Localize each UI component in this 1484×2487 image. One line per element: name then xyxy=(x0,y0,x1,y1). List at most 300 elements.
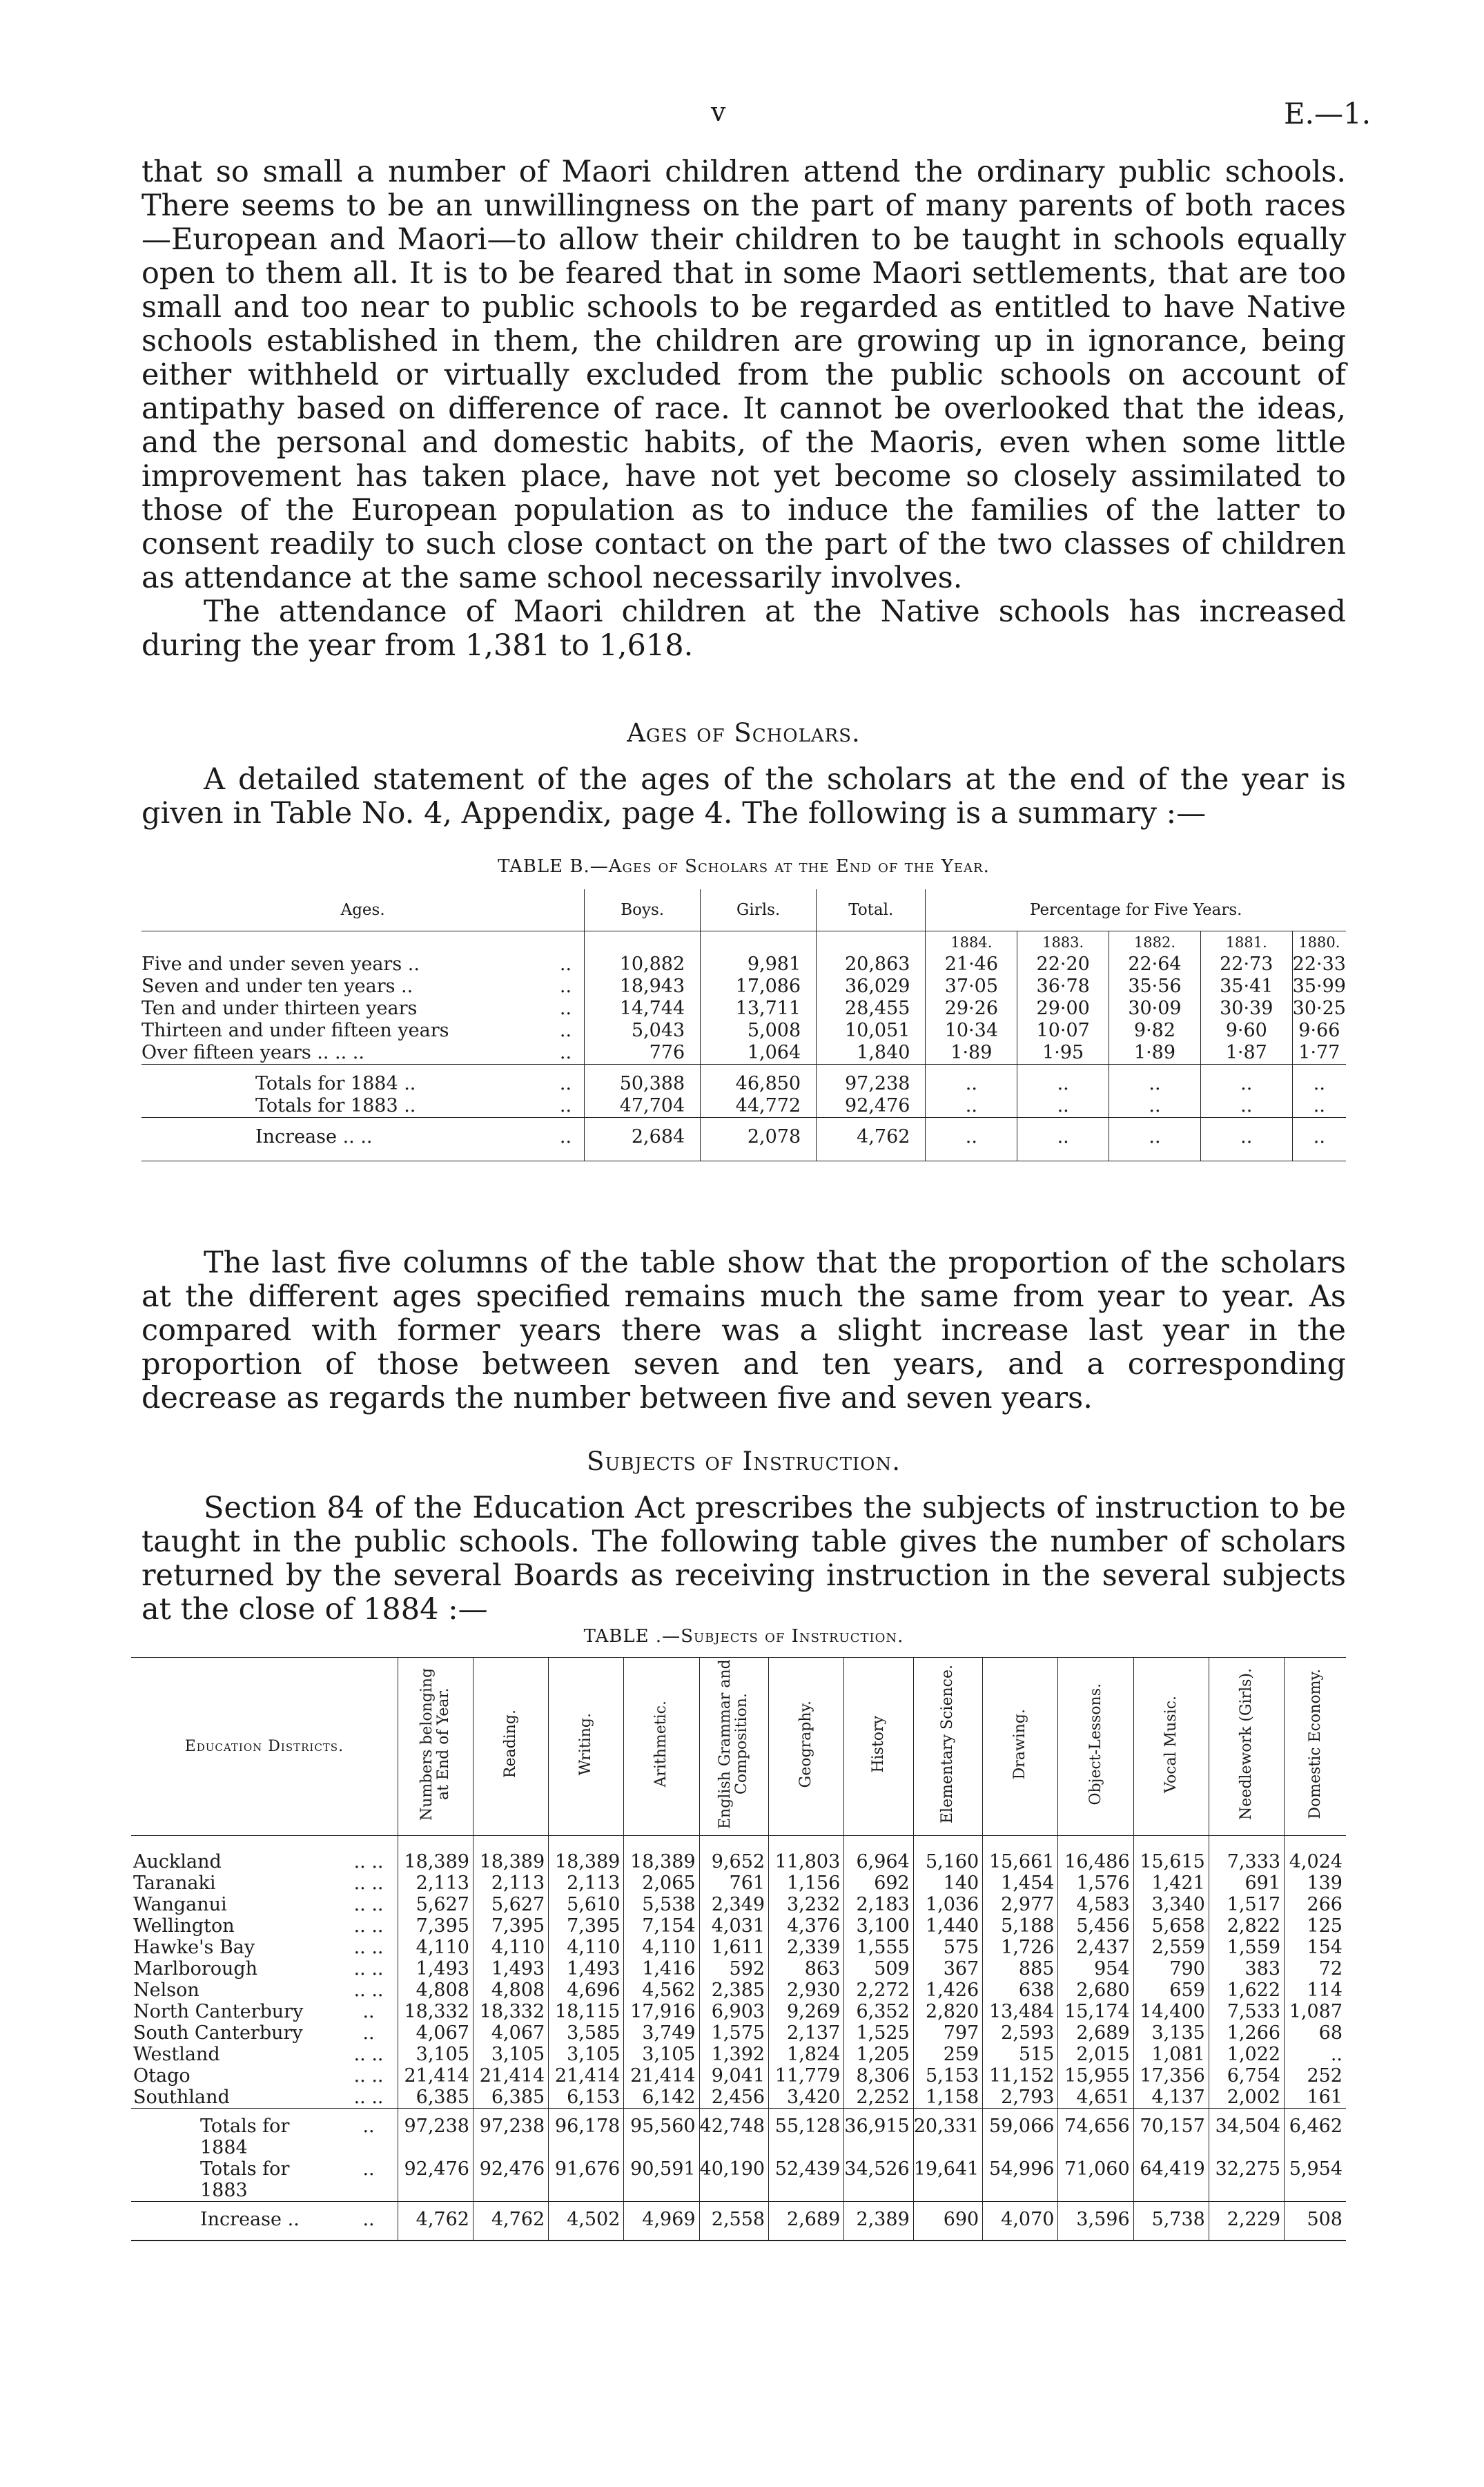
table-c-column-label: Elementary Science. xyxy=(939,1664,957,1823)
table-c-district-row xyxy=(131,1836,1346,1873)
subject-count: 4,110 xyxy=(398,1937,473,1958)
subject-count: 21,414 xyxy=(398,2065,473,2087)
table-c-column-label: Drawing. xyxy=(1011,1708,1029,1780)
subject-count: 5,627 xyxy=(398,1894,473,1915)
leader-dots: .. .. xyxy=(353,1894,384,1915)
table-c-district-row xyxy=(131,1958,1346,1980)
subject-count: 15,615 xyxy=(1133,1836,1209,1873)
subject-count: 2,689 xyxy=(1058,2022,1133,2044)
table-b-row xyxy=(141,1020,1346,1042)
subject-count: 761 xyxy=(699,1872,768,1894)
district-name: Otago xyxy=(133,2065,191,2087)
percentage-value: .. xyxy=(1017,1118,1109,1161)
subject-count: 4,808 xyxy=(398,1980,473,2001)
intro-section xyxy=(141,155,1346,663)
subject-count: 2,680 xyxy=(1058,1980,1133,2001)
subject-count: 114 xyxy=(1285,1980,1346,2001)
subject-count: 3,232 xyxy=(769,1894,844,1915)
subject-count: 6,352 xyxy=(844,2001,913,2022)
total-count: 1,840 xyxy=(817,1042,926,1065)
subject-count: 2,593 xyxy=(983,2022,1058,2044)
heading-subjects-of-instruction: Subjects of Instruction. xyxy=(586,1446,901,1476)
subject-count: 21,414 xyxy=(624,2065,699,2087)
table-c-column-label: Needlework (Girls). xyxy=(1237,1668,1255,1820)
percentage-value: 35·56 xyxy=(1109,976,1201,998)
table-c-column-header xyxy=(769,1658,844,1836)
subject-count: .. xyxy=(1285,2044,1346,2065)
subject-count: 3,105 xyxy=(473,2044,548,2065)
subject-count: 139 xyxy=(1285,1872,1346,1894)
subject-count: 2,558 xyxy=(699,2202,768,2241)
age-group-label: Five and under seven years .. xyxy=(141,954,420,975)
subject-count: 5,610 xyxy=(549,1894,624,1915)
subject-count: 4,696 xyxy=(549,1980,624,2001)
leader-dots: .. xyxy=(559,954,572,975)
table-c-column-header xyxy=(699,1658,768,1836)
subject-count: 4,110 xyxy=(473,1937,548,1958)
leader-dots: .. xyxy=(547,1118,585,1161)
table-b-blank-cell xyxy=(547,931,585,954)
subject-count: 5,153 xyxy=(913,2065,982,2087)
subject-count: 68 xyxy=(1285,2022,1346,2044)
subject-count: 32,275 xyxy=(1209,2158,1284,2202)
page-number: v xyxy=(711,97,726,127)
percentage-value: 10·34 xyxy=(926,1020,1017,1042)
leader-dots: .. .. xyxy=(353,1958,384,1980)
subject-count: 797 xyxy=(913,2022,982,2044)
subject-count: 7,395 xyxy=(398,1915,473,1937)
percentage-value: 10·07 xyxy=(1017,1020,1109,1042)
boys-count: 10,882 xyxy=(585,954,701,976)
subject-count: 71,060 xyxy=(1058,2158,1133,2202)
table-c-header-districts: Education Districts. xyxy=(131,1658,398,1836)
subject-count: 1,036 xyxy=(913,1894,982,1915)
subject-count: 252 xyxy=(1285,2065,1346,2087)
subject-count: 4,031 xyxy=(699,1915,768,1937)
subject-count: 19,641 xyxy=(913,2158,982,2202)
subject-count: 7,333 xyxy=(1209,1836,1284,1873)
subject-count: 52,439 xyxy=(769,2158,844,2202)
subject-count: 367 xyxy=(913,1958,982,1980)
table-c-district-row xyxy=(131,2065,1346,2087)
leader-dots: .. xyxy=(362,2001,375,2022)
table-c-caption xyxy=(141,1626,1346,1647)
subject-count: 55,128 xyxy=(769,2109,844,2159)
subject-count: 9,269 xyxy=(769,2001,844,2022)
subject-count: 40,190 xyxy=(699,2158,768,2202)
table-c-district-row xyxy=(131,1937,1346,1958)
subject-count: 5,188 xyxy=(983,1915,1058,1937)
subject-count: 2,272 xyxy=(844,1980,913,2001)
girls-count: 9,981 xyxy=(701,954,817,976)
subject-count: 1,611 xyxy=(699,1937,768,1958)
table-c-column-header xyxy=(1133,1658,1209,1836)
subject-count: 2,252 xyxy=(844,2087,913,2109)
district-name: Totals for 1884 xyxy=(131,2109,340,2159)
percentage-value: 30·09 xyxy=(1109,998,1201,1020)
subject-count: 4,651 xyxy=(1058,2087,1133,2109)
table-b-year-label: 1883. xyxy=(1017,931,1109,954)
subject-count: 18,332 xyxy=(398,2001,473,2022)
table-b-years-row xyxy=(141,931,1346,954)
table-c-district-row xyxy=(131,2087,1346,2109)
table-b-totals-row xyxy=(141,1095,1346,1118)
table-b-caption-title: Ages of Scholars at the End of the Year. xyxy=(608,856,990,877)
percentage-value: 35·99 xyxy=(1292,976,1346,997)
percentage-value: .. xyxy=(1200,1095,1292,1118)
table-subjects-of-instruction xyxy=(131,1657,1346,2241)
table-b-caption xyxy=(141,856,1346,877)
subject-count: 34,504 xyxy=(1209,2109,1284,2159)
percentage-value: 1·89 xyxy=(926,1042,1017,1065)
subject-count: 3,135 xyxy=(1133,2022,1209,2044)
district-name: Southland xyxy=(133,2087,230,2108)
subject-count: 16,486 xyxy=(1058,1836,1133,1873)
table-c-column-header xyxy=(983,1658,1058,1836)
subject-count: 4,067 xyxy=(473,2022,548,2044)
subject-count: 1,205 xyxy=(844,2044,913,2065)
subject-count: 15,174 xyxy=(1058,2001,1133,2022)
subject-count: 18,389 xyxy=(473,1836,548,1873)
subject-count: 4,762 xyxy=(473,2202,548,2241)
girls-count: 17,086 xyxy=(701,976,817,998)
table-b-blank-cell xyxy=(817,931,926,954)
subject-count: 6,385 xyxy=(398,2087,473,2109)
subject-count: 1,087 xyxy=(1285,2001,1346,2022)
leader-dots: .. .. xyxy=(353,2065,384,2087)
subject-count: 3,749 xyxy=(624,2022,699,2044)
table-b-row xyxy=(141,998,1346,1020)
subject-count: 5,538 xyxy=(624,1894,699,1915)
percentage-value: .. xyxy=(1017,1065,1109,1096)
subject-count: 5,456 xyxy=(1058,1915,1133,1937)
boys-count: 2,684 xyxy=(585,1118,701,1161)
subject-count: 54,996 xyxy=(983,2158,1058,2202)
subject-count: 5,160 xyxy=(913,1836,982,1873)
table-c-district-row xyxy=(131,1915,1346,1937)
subject-count: 2,437 xyxy=(1058,1937,1133,1958)
subject-count: 21,414 xyxy=(473,2065,548,2087)
percentage-value: 29·00 xyxy=(1017,998,1109,1020)
percentage-value: 1·87 xyxy=(1200,1042,1292,1065)
leader-dots: .. xyxy=(559,1042,572,1063)
table-b-header-ages: Ages. xyxy=(141,889,585,931)
subject-count: 509 xyxy=(844,1958,913,1980)
table-b-row xyxy=(141,954,1346,976)
subject-count: 266 xyxy=(1285,1894,1346,1915)
percentage-value: 22·33 xyxy=(1292,954,1346,975)
leader-dots: .. xyxy=(340,2109,398,2159)
subject-count: 3,105 xyxy=(398,2044,473,2065)
leader-dots: .. xyxy=(547,1065,585,1096)
subject-count: 2,065 xyxy=(624,1872,699,1894)
subject-count: 1,622 xyxy=(1209,1980,1284,2001)
table-b-totals-row xyxy=(141,1065,1346,1096)
percentage-value: .. xyxy=(926,1118,1017,1161)
percentage-value: 22·64 xyxy=(1109,954,1201,976)
subject-count: 1,576 xyxy=(1058,1872,1133,1894)
subject-count: 515 xyxy=(983,2044,1058,2065)
percentage-value: .. xyxy=(1109,1095,1201,1118)
table-b-increase-row xyxy=(141,1118,1346,1161)
subject-count: 36,915 xyxy=(844,2109,913,2159)
subject-count: 3,105 xyxy=(624,2044,699,2065)
subject-count: 97,238 xyxy=(398,2109,473,2159)
percentage-value: .. xyxy=(1292,1065,1346,1096)
subject-count: 3,340 xyxy=(1133,1894,1209,1915)
boys-count: 776 xyxy=(585,1042,701,1065)
table-c-district-row xyxy=(131,2044,1346,2065)
table-b-blank-cell xyxy=(701,931,817,954)
table-b-year-label: 1882. xyxy=(1109,931,1201,954)
table-c-column-label: Domestic Economy. xyxy=(1306,1669,1324,1819)
table-c-column-label: Geography. xyxy=(797,1700,815,1788)
subject-count: 74,656 xyxy=(1058,2109,1133,2159)
leader-dots: .. xyxy=(559,976,572,997)
subject-count: 4,502 xyxy=(549,2202,624,2241)
subject-count: 18,332 xyxy=(473,2001,548,2022)
table-c-totals-row xyxy=(131,2109,1346,2159)
subject-count: 18,389 xyxy=(549,1836,624,1873)
table-b-header-boys: Boys. xyxy=(585,889,701,931)
subject-count: 863 xyxy=(769,1958,844,1980)
subject-count: 21,414 xyxy=(549,2065,624,2087)
subject-count: 4,376 xyxy=(769,1915,844,1937)
percentage-value: 9·82 xyxy=(1109,1020,1201,1042)
paragraph-ages-summary: A detailed statement of the ages of the scholars at the end of the year is given in Table No. 4, Appendix, page 4. The following is a summary :— xyxy=(141,762,1346,831)
subject-count: 575 xyxy=(913,1937,982,1958)
subject-count: 2,793 xyxy=(983,2087,1058,2109)
percentage-value: .. xyxy=(1292,1118,1346,1161)
paragraph-maori-attendance: that so small a number of Maori children attend the ordinary public schools. There seems to be an unwillingness on the part of many parents of both races—European and Maori—to allow their children to be taught in schools equally open to them all. It is to be feared that in some Maori settlements, that are too small and too near to public schools to be regarded as entitled to have Native schools established in them, the children are growing up in ignorance, being either withheld or virtually excluded from the public schools on account of antipathy based on difference of race. It cannot be overlooked that the ideas, and the personal and domestic habits, of the Maoris, even when some little improvement has taken place, have not yet become so closely assimilated to those of the European population as to induce the families of the latter to consent readily to such close contact on the part of the two classes of children as attendance at the same school necessarily involves. xyxy=(141,155,1346,595)
total-count: 28,455 xyxy=(817,998,926,1020)
subject-count: 1,421 xyxy=(1133,1872,1209,1894)
subject-count: 2,113 xyxy=(398,1872,473,1894)
age-group-label: Thirteen and under fifteen years xyxy=(141,1020,449,1041)
percentage-value: 30·39 xyxy=(1200,998,1292,1020)
subject-count: 4,070 xyxy=(983,2202,1058,2241)
total-count: 36,029 xyxy=(817,976,926,998)
subject-count: 1,156 xyxy=(769,1872,844,1894)
leader-dots: .. xyxy=(362,2022,375,2044)
table-c-caption-title: Subjects of Instruction. xyxy=(681,1626,904,1647)
table-c-column-header xyxy=(549,1658,624,1836)
leader-dots: .. xyxy=(559,1020,572,1041)
subject-count: 4,137 xyxy=(1133,2087,1209,2109)
subject-count: 17,356 xyxy=(1133,2065,1209,2087)
subject-count: 6,153 xyxy=(549,2087,624,2109)
leader-dots: .. .. xyxy=(353,1980,384,2001)
subject-count: 691 xyxy=(1209,1872,1284,1894)
subject-count: 5,954 xyxy=(1285,2158,1346,2202)
subject-count: 2,559 xyxy=(1133,1937,1209,1958)
subject-count: 1,416 xyxy=(624,1958,699,1980)
subject-count: 2,389 xyxy=(844,2202,913,2241)
girls-count: 1,064 xyxy=(701,1042,817,1065)
subject-count: 2,113 xyxy=(549,1872,624,1894)
district-name: Taranaki xyxy=(133,1872,216,1894)
heading-ages-of-scholars: Ages of Scholars. xyxy=(627,718,861,748)
subject-count: 1,493 xyxy=(549,1958,624,1980)
leader-dots: .. .. xyxy=(353,1915,384,1937)
table-c-column-header xyxy=(398,1658,473,1836)
leader-dots: .. .. xyxy=(353,2087,384,2108)
subject-count: 2,930 xyxy=(769,1980,844,2001)
table-b-header-girls: Girls. xyxy=(701,889,817,931)
subject-count: 8,306 xyxy=(844,2065,913,2087)
table-c-column-label: Reading. xyxy=(502,1710,520,1779)
percentage-value: 1·95 xyxy=(1017,1042,1109,1065)
boys-count: 14,744 xyxy=(585,998,701,1020)
leader-dots: .. .. xyxy=(353,1851,384,1872)
total-count: 97,238 xyxy=(817,1065,926,1096)
table-c-column-header xyxy=(1209,1658,1284,1836)
total-count: 92,476 xyxy=(817,1095,926,1118)
table-c-column-header xyxy=(624,1658,699,1836)
subject-count: 6,462 xyxy=(1285,2109,1346,2159)
percentage-value: 36·78 xyxy=(1017,976,1109,998)
subject-count: 1,266 xyxy=(1209,2022,1284,2044)
boys-count: 18,943 xyxy=(585,976,701,998)
percentage-value: .. xyxy=(926,1065,1017,1096)
subject-count: 18,389 xyxy=(398,1836,473,1873)
percentage-value: 22·20 xyxy=(1017,954,1109,976)
subject-count: 690 xyxy=(913,2202,982,2241)
subject-count: 72 xyxy=(1285,1958,1346,1980)
table-ages-of-scholars xyxy=(141,889,1346,1161)
subject-count: 6,754 xyxy=(1209,2065,1284,2087)
district-name: North Canterbury xyxy=(133,2001,304,2022)
district-name: Auckland xyxy=(133,1851,222,1872)
subject-count: 885 xyxy=(983,1958,1058,1980)
district-name: Hawke's Bay xyxy=(133,1937,255,1958)
percentage-value: .. xyxy=(1200,1118,1292,1161)
subject-count: 2,689 xyxy=(769,2202,844,2241)
boys-count: 5,043 xyxy=(585,1020,701,1042)
table-b-header-percentage: Percentage for Five Years. xyxy=(926,889,1346,931)
percentage-value: .. xyxy=(926,1095,1017,1118)
subject-count: 1,493 xyxy=(398,1958,473,1980)
subject-count: 5,738 xyxy=(1133,2202,1209,2241)
subject-count: 2,822 xyxy=(1209,1915,1284,1937)
table-c-increase-row xyxy=(131,2202,1346,2241)
leader-dots: .. .. xyxy=(353,1937,384,1958)
percentage-value: 22·73 xyxy=(1200,954,1292,976)
subject-count: 11,779 xyxy=(769,2065,844,2087)
percentage-value: 9·60 xyxy=(1200,1020,1292,1042)
subject-count: 95,560 xyxy=(624,2109,699,2159)
subject-count: 1,555 xyxy=(844,1937,913,1958)
subject-count: 91,676 xyxy=(549,2158,624,2202)
table-b-row xyxy=(141,1042,1346,1065)
subject-count: 3,596 xyxy=(1058,2202,1133,2241)
percentage-value: .. xyxy=(1017,1095,1109,1118)
total-count: 10,051 xyxy=(817,1020,926,1042)
subject-count: 2,339 xyxy=(769,1937,844,1958)
district-name: South Canterbury xyxy=(133,2022,303,2044)
subject-count: 4,024 xyxy=(1285,1836,1346,1873)
table-c-column-label: Numbers belonging at End of Year. xyxy=(418,1667,452,1821)
district-name: Wellington xyxy=(133,1915,235,1937)
subject-count: 1,517 xyxy=(1209,1894,1284,1915)
subject-count: 90,591 xyxy=(624,2158,699,2202)
subject-count: 7,154 xyxy=(624,1915,699,1937)
subject-count: 3,105 xyxy=(549,2044,624,2065)
subject-count: 1,493 xyxy=(473,1958,548,1980)
subject-count: 3,100 xyxy=(844,1915,913,1937)
girls-count: 2,078 xyxy=(701,1118,817,1161)
table-b-header-total: Total. xyxy=(817,889,926,931)
girls-count: 13,711 xyxy=(701,998,817,1020)
table-c-column-label: History xyxy=(870,1715,887,1773)
subject-count: 2,002 xyxy=(1209,2087,1284,2109)
paragraph-education-act: Section 84 of the Education Act prescribes the subjects of instruction to be taught in the public schools. The following table gives the number of scholars returned by the several Boards as receiving instruction in the several subjects at the close of 1884 :— xyxy=(141,1491,1346,1627)
subject-count: 2,183 xyxy=(844,1894,913,1915)
age-group-label: Totals for 1883 .. xyxy=(255,1095,416,1116)
subject-count: 2,015 xyxy=(1058,2044,1133,2065)
table-c-column-header xyxy=(1285,1658,1346,1836)
table-c-totals-row xyxy=(131,2158,1346,2202)
table-c-column-header xyxy=(1058,1658,1133,1836)
girls-count: 5,008 xyxy=(701,1020,817,1042)
percentage-value: .. xyxy=(1109,1118,1201,1161)
age-group-label: Seven and under ten years .. xyxy=(141,976,413,997)
table-c-column-label: Object-Lessons. xyxy=(1086,1683,1104,1806)
subject-count: 2,385 xyxy=(699,1980,768,2001)
percentage-value: 29·26 xyxy=(926,998,1017,1020)
leader-dots: .. .. xyxy=(353,1872,384,1894)
document-reference: E.—1. xyxy=(1284,97,1371,130)
subject-count: 59,066 xyxy=(983,2109,1058,2159)
subject-count: 3,585 xyxy=(549,2022,624,2044)
paragraph-proportion-analysis: The last five columns of the table show that the proportion of the scholars at the different ages specified remains much the same from year to year. As compared with former years there was a slight increase last year in the proportion of those between seven and ten years, and a corresponding decrease as regards the number between five and seven years. xyxy=(141,1246,1346,1415)
boys-count: 47,704 xyxy=(585,1095,701,1118)
subject-count: 259 xyxy=(913,2044,982,2065)
subject-count: 1,440 xyxy=(913,1915,982,1937)
age-group-label: Totals for 1884 .. xyxy=(141,1065,547,1096)
subject-count: 70,157 xyxy=(1133,2109,1209,2159)
table-c-column-label: Writing. xyxy=(577,1712,595,1776)
age-group-label: Over fifteen years .. .. .. xyxy=(141,1042,364,1063)
subject-count: 11,803 xyxy=(769,1836,844,1873)
subject-count: 34,526 xyxy=(844,2158,913,2202)
boys-count: 50,388 xyxy=(585,1065,701,1096)
percentage-value: 35·41 xyxy=(1200,976,1292,998)
percentage-value: 37·05 xyxy=(926,976,1017,998)
leader-dots: .. xyxy=(559,998,572,1019)
table-c-caption-number: TABLE .— xyxy=(583,1626,681,1647)
subject-count: 2,820 xyxy=(913,2001,982,2022)
subject-count: 3,420 xyxy=(769,2087,844,2109)
subject-count: 17,916 xyxy=(624,2001,699,2022)
leader-dots: .. xyxy=(340,2202,398,2241)
table-b-year-label: 1884. xyxy=(926,931,1017,954)
subject-count: 4,808 xyxy=(473,1980,548,2001)
subject-count: 9,652 xyxy=(699,1836,768,1873)
subject-count: 4,110 xyxy=(549,1937,624,1958)
subject-count: 4,583 xyxy=(1058,1894,1133,1915)
table-c-column-label: English Grammar and Composition. xyxy=(716,1659,751,1829)
subject-count: 92,476 xyxy=(398,2158,473,2202)
subject-count: 1,824 xyxy=(769,2044,844,2065)
percentage-value: 30·25 xyxy=(1292,998,1346,1019)
subject-count: 161 xyxy=(1285,2087,1346,2109)
girls-count: 44,772 xyxy=(701,1095,817,1118)
percentage-value: 1·77 xyxy=(1292,1042,1346,1065)
subject-count: 1,022 xyxy=(1209,2044,1284,2065)
subject-count: 6,142 xyxy=(624,2087,699,2109)
table-c-column-header xyxy=(473,1658,548,1836)
